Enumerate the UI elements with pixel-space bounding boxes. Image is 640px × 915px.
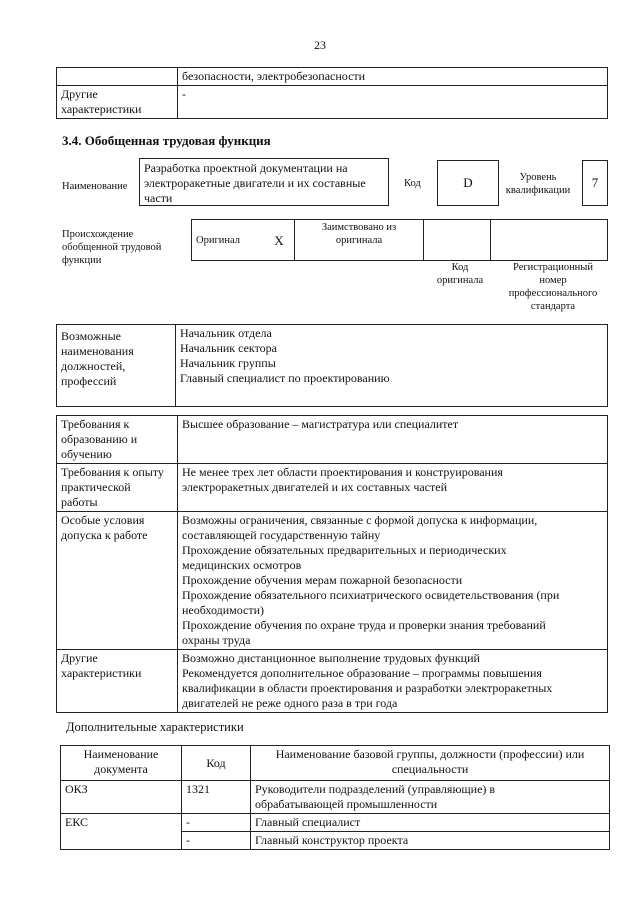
header-document (61, 746, 182, 781)
header-line: Наименование базовой группы, должности (профессии) или (275, 747, 585, 761)
req-value-line: электроракетных двигателей и их составных частей (182, 480, 448, 494)
positions-label-line: наименования (61, 344, 134, 358)
code-value-box: D (437, 160, 499, 206)
name-value-line: части (144, 191, 173, 205)
req-value-line: Прохождение обязательного психиатрического освидетельствования (при (182, 588, 560, 602)
position-item: Начальник отдела (180, 326, 272, 340)
req-value-line: Не менее трех лет области проектирования и конструирования (182, 465, 503, 479)
req-label-line: образованию и (61, 432, 138, 446)
name-value-line: электроракетные двигатели и их составные (144, 176, 366, 190)
caption-line: оригинала (436, 275, 484, 286)
positions-table (56, 324, 608, 407)
req-experience-label (57, 464, 178, 512)
row-code: - (182, 832, 251, 850)
req-value-line: Возможно дистанционное выполнение трудовых функций (182, 651, 480, 665)
req-value-line: Прохождение обучения по охране труда и проверки знания требований (182, 618, 546, 632)
req-experience-value (178, 464, 608, 512)
name-value-box (139, 158, 389, 206)
req-label-line: допуска к работе (61, 528, 148, 542)
row-name-line: обрабатывающей промышленности (255, 797, 438, 811)
origin-reg-cell (491, 220, 608, 261)
row-name-line: Главный конструктор проекта (255, 833, 409, 847)
origin-label-line: Происхождение (62, 229, 134, 240)
section-title: 3.4. Обобщенная трудовая функция (62, 133, 271, 148)
label-line: Другие (61, 87, 98, 101)
positions-label-line: должностей, (61, 359, 126, 373)
row-name-line: Руководители подразделений (управляющие) в (255, 782, 496, 796)
top-table-row1-text: безопасности, электробезопасности (178, 68, 608, 86)
req-label-line: Другие (61, 651, 98, 665)
caption-line: номер (539, 275, 567, 286)
req-value-line: двигателей не реже одного раза в три года (182, 696, 398, 710)
req-label-line: обучению (61, 447, 112, 461)
req-access-label (57, 512, 178, 650)
position-item: Начальник сектора (180, 341, 277, 355)
req-education-value (178, 416, 608, 464)
table-row (61, 781, 610, 814)
requirements-table (56, 415, 608, 713)
label-line: характеристики (61, 102, 142, 116)
position-item: Главный специалист по проектированию (180, 371, 390, 385)
top-table-row2-label (57, 86, 178, 119)
row-document: ЕКС (61, 814, 182, 850)
row-document: ОКЗ (61, 781, 182, 814)
top-table-empty-cell (57, 68, 178, 86)
header-line: Наименование (83, 747, 159, 761)
additional-table (60, 745, 610, 850)
row-name (251, 814, 610, 832)
positions-list (176, 325, 608, 407)
borrowed-line: Заимствовано из (321, 222, 397, 233)
positions-label-line: Возможные (61, 329, 121, 343)
req-value-line: Возможны ограничения, связанные с формой допуска к информации, (182, 513, 538, 527)
table-row (61, 814, 610, 832)
origin-code-cell (424, 220, 491, 261)
header-code: Код (182, 746, 251, 781)
name-label: Наименование (62, 181, 128, 192)
req-value-line: Рекомендуется дополнительное образование – программы повышения (182, 666, 542, 680)
additional-title: Дополнительные характеристики (66, 720, 244, 734)
req-value-line: медицинских осмотров (182, 558, 302, 572)
code-label: Код (404, 178, 421, 189)
row-code: - (182, 814, 251, 832)
row-name-line: Главный специалист (255, 815, 361, 829)
reg-number-caption (498, 261, 608, 313)
level-label-line: Уровень (519, 172, 557, 183)
req-value-line: Прохождение обязательных предварительных и периодических (182, 543, 507, 557)
req-label-line: работы (61, 495, 98, 509)
origin-label-line: функции (62, 255, 102, 266)
header-line: документа (94, 762, 148, 776)
caption-line: Регистрационный (513, 262, 593, 273)
origin-original-mark: X (264, 220, 295, 261)
top-table (56, 67, 608, 119)
positions-label-line: профессий (61, 374, 117, 388)
caption-line: стандарта (530, 301, 576, 312)
position-item: Начальник группы (180, 356, 276, 370)
caption-line: профессионального (508, 288, 598, 299)
positions-label (57, 325, 176, 407)
req-other-label (57, 650, 178, 713)
page-number: 23 (314, 38, 326, 52)
req-value-line: квалификации в области проектирования и разработки электроракетных (182, 681, 553, 695)
borrowed-line: оригинала (335, 235, 383, 246)
level-value-box: 7 (582, 160, 608, 206)
req-value-line: Прохождение обучения мерам пожарной безопасности (182, 573, 463, 587)
req-other-value (178, 650, 608, 713)
level-label (500, 171, 576, 197)
origin-label-line: обобщенной трудовой (62, 242, 162, 253)
req-value-line: Высшее образование – магистратура или специалитет (182, 417, 459, 431)
header-line: специальности (391, 762, 469, 776)
header-name (251, 746, 610, 781)
level-label-line: квалификации (505, 185, 571, 196)
name-value-line: Разработка проектной документации на (144, 161, 348, 175)
origin-table (191, 219, 608, 261)
req-label-line: характеристики (61, 666, 142, 680)
req-access-value (178, 512, 608, 650)
req-label-line: Требования к (61, 417, 130, 431)
req-label-line: Особые условия (61, 513, 145, 527)
row-name (251, 781, 610, 814)
req-value-line: необходимости) (182, 603, 265, 617)
req-label-line: практической (61, 480, 131, 494)
caption-line: Код (451, 262, 469, 273)
origin-label (62, 228, 161, 267)
row-name (251, 832, 610, 850)
origin-original-label: Оригинал (192, 220, 265, 261)
row-code: 1321 (182, 781, 251, 814)
req-value-line: охраны труда (182, 633, 251, 647)
origin-borrowed (295, 220, 424, 261)
req-value-line: составляющей государственную тайну (182, 528, 381, 542)
code-original-caption (425, 261, 495, 287)
req-label-line: Требования к опыту (61, 465, 164, 479)
top-table-row2-value: - (178, 86, 608, 119)
req-education-label (57, 416, 178, 464)
